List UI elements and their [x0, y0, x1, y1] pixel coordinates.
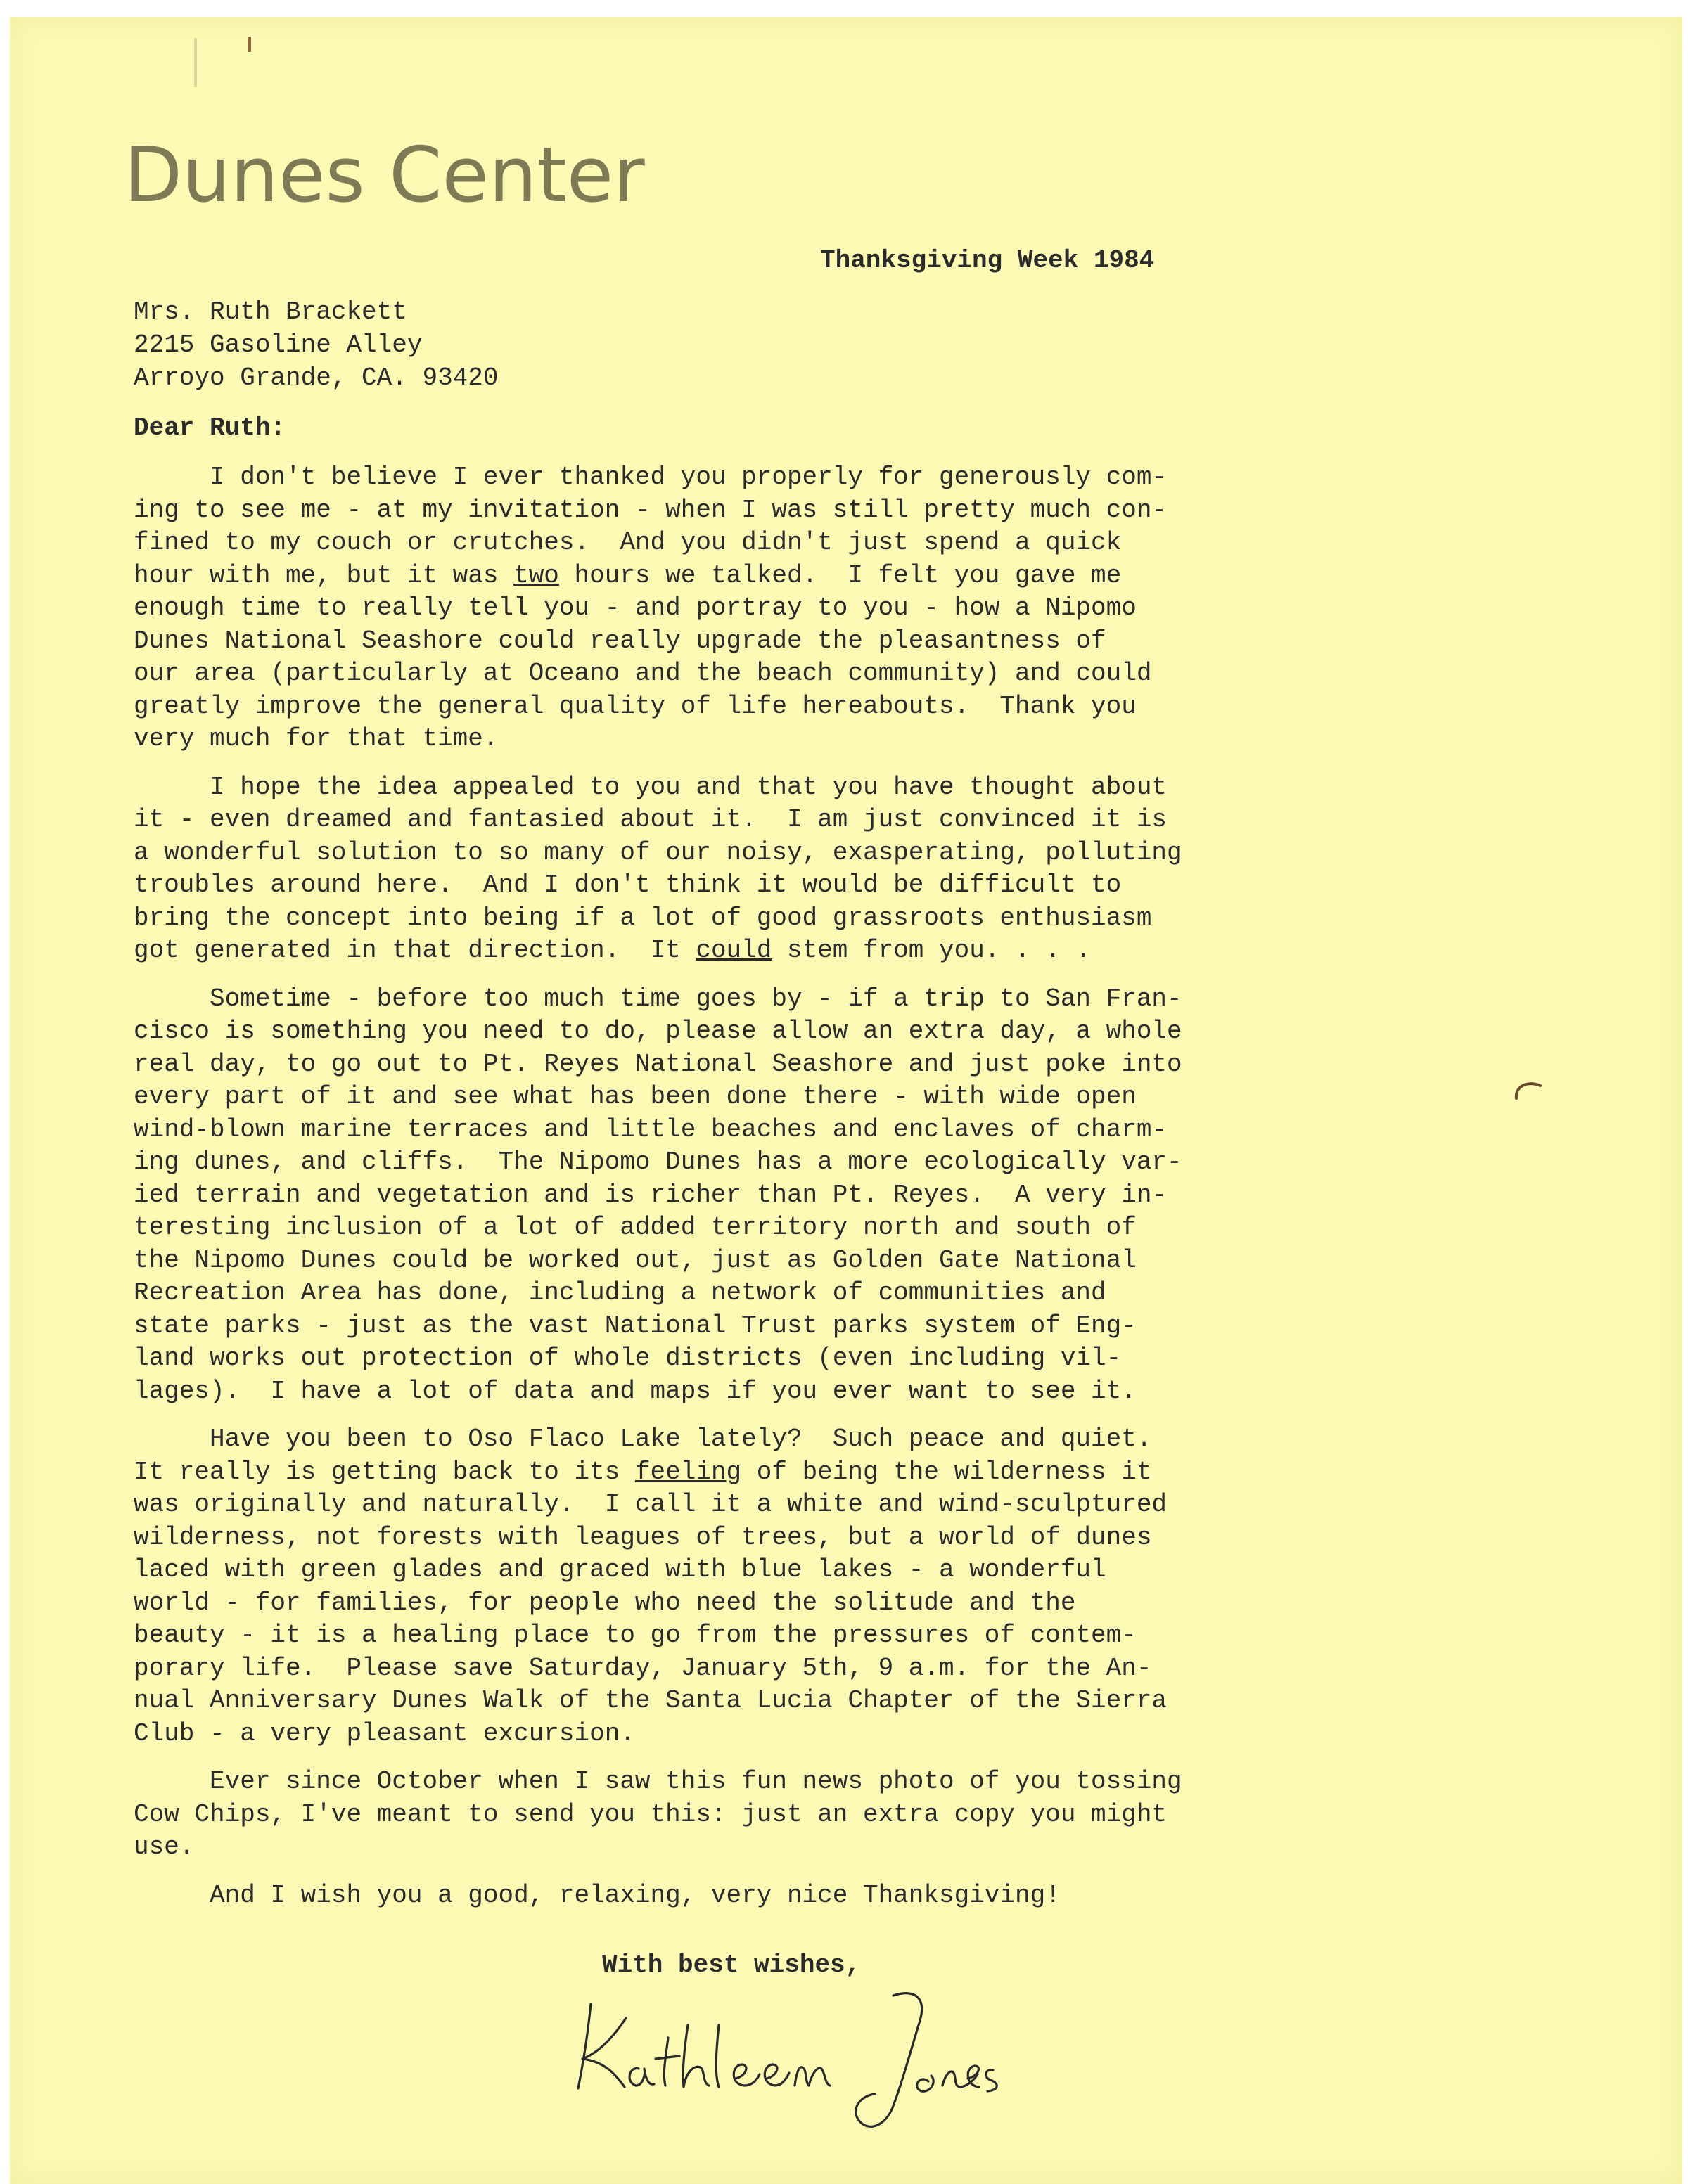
- body-line: Recreation Area has done, including a network of communities and: [134, 1278, 1106, 1307]
- binder-mark: [194, 38, 197, 87]
- letter-date: Thanksgiving Week 1984: [820, 246, 1155, 275]
- body-paragraph: [134, 1423, 1231, 1750]
- body-line: [134, 1456, 1231, 1489]
- body-line: ied terrain and vegetation and is richer than Pt. Reyes. A very in-: [134, 1180, 1168, 1209]
- recipient-street: 2215 Gasoline Alley: [134, 330, 423, 359]
- closing-line: With best wishes,: [602, 1951, 861, 1979]
- body-line: [134, 934, 1231, 968]
- salutation: Dear Ruth:: [134, 413, 286, 442]
- body-line: I don't believe I ever thanked you properly for generously com-: [134, 463, 1168, 492]
- body-paragraph: [134, 461, 1231, 756]
- body-paragraph: [134, 983, 1231, 1408]
- body-line: bring the concept into being if a lot of good grassroots enthusiasm: [134, 903, 1152, 932]
- letter-body: [134, 461, 1231, 1927]
- body-line: fined to my couch or crutches. And you didn't just spend a quick: [134, 528, 1122, 557]
- body-line: nual Anniversary Dunes Walk of the Santa Lucia Chapter of the Sierra: [134, 1686, 1168, 1715]
- body-line: our area (particularly at Oceano and the beach community) and could: [134, 659, 1152, 688]
- body-paragraph: [134, 1766, 1231, 1864]
- body-line: Dunes National Seashore could really upgrade the pleasantness of: [134, 626, 1106, 655]
- body-text-segment: It really is getting back to its: [134, 1457, 635, 1486]
- body-line: a wonderful solution to so many of our noisy, exasperating, polluting: [134, 837, 1182, 867]
- body-text-segment: of being the wilderness it: [741, 1457, 1152, 1486]
- body-line: Sometime - before too much time goes by - if a trip to San Fran-: [134, 984, 1182, 1013]
- recipient-name: Mrs. Ruth Brackett: [134, 297, 407, 326]
- body-line: very much for that time.: [134, 724, 499, 753]
- underlined-word: two: [513, 560, 559, 590]
- body-line: wind-blown marine terraces and little beaches and enclaves of charm-: [134, 1115, 1168, 1144]
- body-line: every part of it and see what has been done there - with wide open: [134, 1082, 1137, 1111]
- body-line: I hope the idea appealed to you and that you have thought about: [134, 772, 1168, 802]
- body-line: wilderness, not forests with leagues of trees, but a world of dunes: [134, 1522, 1152, 1552]
- body-line: it - even dreamed and fantasied about it. I am just convinced it is: [134, 805, 1168, 834]
- body-line: was originally and naturally. I call it a white and wind-sculptured: [134, 1490, 1168, 1519]
- body-text-segment: stem from you. . . .: [772, 936, 1092, 965]
- body-line: the Nipomo Dunes could be worked out, just as Golden Gate National: [134, 1245, 1137, 1275]
- body-line: ing dunes, and cliffs. The Nipomo Dunes has a more ecologically var-: [134, 1148, 1182, 1176]
- body-line: use.: [134, 1832, 195, 1861]
- body-paragraph: [134, 1880, 1231, 1913]
- body-paragraph: [134, 771, 1231, 968]
- body-line: And I wish you a good, relaxing, very nice Thanksgiving!: [134, 1880, 1061, 1910]
- body-line: cisco is something you need to do, please allow an extra day, a whole: [134, 1017, 1182, 1046]
- body-line: Cow Chips, I've meant to send you this: just an extra copy you might: [134, 1799, 1168, 1829]
- body-line: greatly improve the general quality of life hereabouts. Thank you: [134, 691, 1137, 721]
- body-line: land works out protection of whole districts (even including vil-: [134, 1344, 1122, 1373]
- body-line: state parks - just as the vast National Trust parks system of Eng-: [134, 1311, 1137, 1340]
- underlined-word: could: [696, 936, 772, 965]
- margin-pen-mark: [1511, 1076, 1553, 1104]
- body-line: teresting inclusion of a lot of added territory north and south of: [134, 1213, 1137, 1242]
- body-line: porary life. Please save Saturday, January 5th, 9 a.m. for the An-: [134, 1653, 1152, 1683]
- body-line: Have you been to Oso Flaco Lake lately? Such peace and quiet.: [134, 1425, 1152, 1453]
- body-line: [134, 560, 1231, 593]
- letterhead-title: Dunes Center: [124, 131, 645, 219]
- binder-tick: [248, 37, 251, 52]
- body-line: world - for families, for people who need the solitude and the: [134, 1588, 1076, 1617]
- body-line: ing to see me - at my invitation - when I was still pretty much con-: [134, 495, 1168, 525]
- body-line: Ever since October when I saw this fun news photo of you tossing: [134, 1767, 1182, 1796]
- handwritten-signature: [563, 1976, 1013, 2138]
- body-line: lages). I have a lot of data and maps if you ever want to see it.: [134, 1376, 1137, 1406]
- body-line: beauty - it is a healing place to go from the pressures of contem-: [134, 1621, 1137, 1650]
- body-line: troubles around here. And I don't think it would be difficult to: [134, 871, 1122, 899]
- recipient-city: Arroyo Grande, CA. 93420: [134, 364, 499, 392]
- underlined-word: feeling: [634, 1457, 742, 1486]
- body-line: laced with green glades and graced with blue lakes - a wonderful: [134, 1555, 1106, 1584]
- body-line: enough time to really tell you - and portray to you - how a Nipomo: [134, 593, 1137, 622]
- body-line: real day, to go out to Pt. Reyes National Seashore and just poke into: [134, 1049, 1182, 1079]
- recipient-address: [134, 295, 498, 394]
- body-text-segment: got generated in that direction. It: [134, 936, 696, 965]
- body-line: Club - a very pleasant excursion.: [134, 1719, 635, 1748]
- body-text-segment: hours we talked. I felt you gave me: [558, 560, 1122, 590]
- body-text-segment: hour with me, but it was: [134, 560, 514, 590]
